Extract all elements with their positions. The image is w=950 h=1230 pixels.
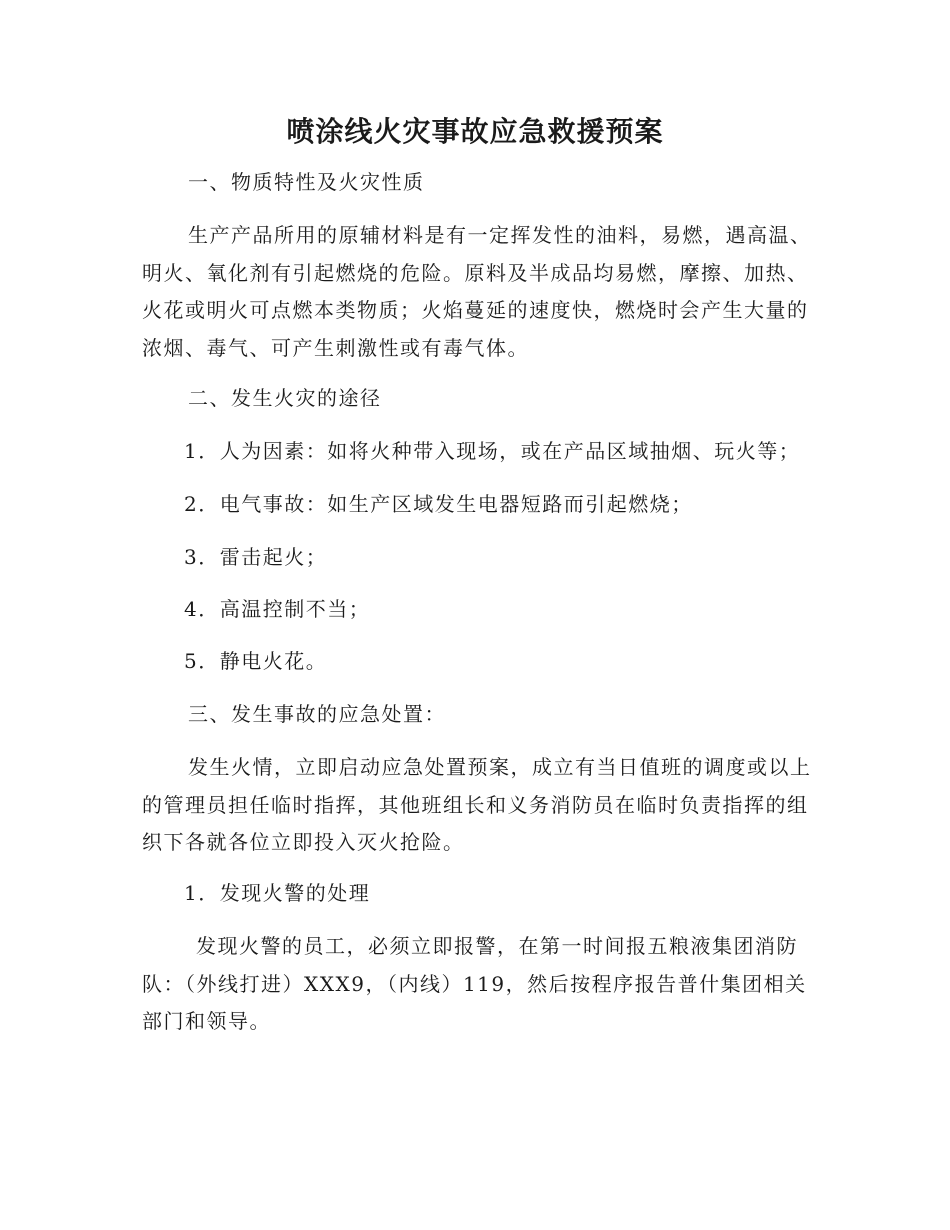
list-item-high-temperature: 4．高温控制不当； xyxy=(184,597,371,621)
section-heading-emergency-response: 三、发生事故的应急处置： xyxy=(188,702,446,726)
paragraph-fire-alarm: 发现火警的员工，必须立即报警，在第一时间报五粮液集团消防队：（外线打进）XXX9，（内线）119，然后按程序报告普什集团相关部门和领导。 xyxy=(142,934,807,1033)
paragraph-material-properties: 生产产品所用的原辅材料是有一定挥发性的油料，易燃，遇高温、明火、氧化剂有引起燃烧的危险。原料及半成品均易燃，摩擦、加热、火花或明火可点燃本类物质；火焰蔓延的速度快，燃烧时会产生大量的浓烟、毒气、可产生刺激性或有毒气体。 xyxy=(142,223,812,360)
list-item-electrical-accident: 2．电气事故：如生产区域发生电器短路而引起燃烧； xyxy=(184,492,693,516)
list-item-human-factors: 1．人为因素：如将火种带入现场，或在产品区域抽烟、玩火等； xyxy=(184,439,801,463)
subsection-heading-fire-alarm: 1．发现火警的处理 xyxy=(184,881,371,905)
section-heading-material-properties: 一、物质特性及火灾性质 xyxy=(188,170,425,194)
list-item-static-spark: 5．静电火花。 xyxy=(184,649,328,673)
section-heading-fire-causes: 二、发生火灾的途径 xyxy=(188,386,382,410)
paragraph-emergency-response: 发生火情，立即启动应急处置预案，成立有当日值班的调度或以上的管理员担任临时指挥，其他班组长和义务消防员在临时负责指挥的组织下各就各位立即投入灭火抢险。 xyxy=(142,755,812,854)
document-title: 喷涂线火灾事故应急救援预案 xyxy=(286,115,664,148)
list-item-lightning: 3．雷击起火； xyxy=(184,545,328,569)
